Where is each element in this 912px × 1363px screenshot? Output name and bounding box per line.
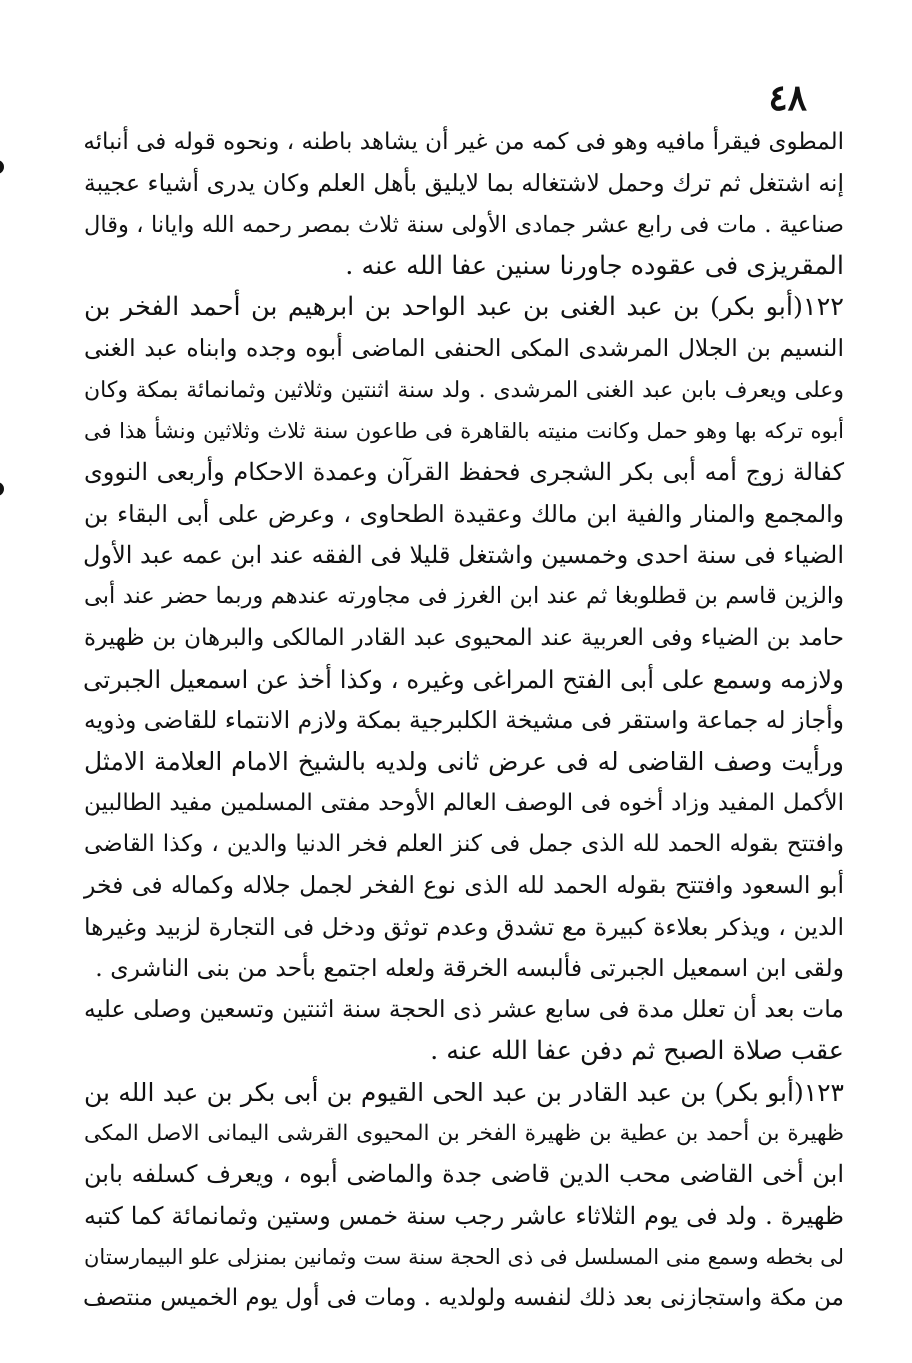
page-number: ٤٨ [768, 77, 807, 119]
text-line: ولقى ابن اسمعيل الجبرتى فألبسه الخرقة ولعله اجتمع بأحد من بنى الناشرى . [95, 953, 844, 982]
text-line: ابن أخى القاضى محب الدين قاضى جدة والماضى أبوه ، ويعرف كسلفه بابن [84, 1160, 844, 1189]
text-line: ولازمه وسمع على أبى الفتح المراغى وغيره ، وكذا أخذ عن اسمعيل الجبرتى [82, 664, 844, 694]
text-line: عقب صلاة الصبح ثم دفن عفا الله عنه . [430, 1035, 844, 1066]
text-line: وعلى ويعرف بابن عبد الغنى المرشدى . ولد سنة اثنتين وثلاثين وثمانمائة بمكة وكان [84, 377, 844, 403]
text-line: من مكة واستجازنى بعد ذلك لنفسه ولولديه . ومات فى أول يوم الخميس منتصف [83, 1285, 844, 1312]
text-line: الدين ، ويذكر بعلاءة كبيرة مع تشدق وعدم توثق ودخل فى التجارة لزبيد وغيرها [84, 912, 844, 941]
text-line: ظهيرة . ولد فى يوم الثلاثاء عاشر رجب سنة خمس وستين وثمانمائة كما كتبه [84, 1201, 844, 1230]
text-line: أبو السعود وافتتح بقوله الحمد لله الذى نوع الفخر لجمل جلاله وكماله فى فخر [84, 871, 844, 900]
text-line: المقريزى فى عقوده جاورنا سنين عفا الله عنه . [345, 250, 844, 281]
text-line: والمجمع والمنار والفية ابن مالك وعقيدة الطحاوى ، وعرض على أبى البقاء بن [84, 499, 844, 528]
left-margin-mark-lower [0, 482, 4, 496]
text-line: ١٢٣(أبو بكر) بن عبد القادر بن عبد الحى القيوم بن أبى بكر بن عبد الله بن [84, 1077, 844, 1107]
text-line: النسيم بن الجلال المرشدى المكى الحنفى الماضى أبوه وجده وابناه عبد الغنى [84, 334, 844, 363]
body-text [84, 122, 844, 1320]
text-line: وأجاز له جماعة واستقر فى مشيخة الكلبرجية بمكة ولازم الانتماء للقاضى وذويه [84, 706, 844, 735]
text-line: ظهيرة بن أحمد بن عطية بن ظهيرة الفخر بن المحيوى القرشى اليمانى الاصل المكى [84, 1121, 844, 1147]
text-line: حامد بن الضياء وفى العربية عند المحيوى عبد القادر المالكى والبرهان بن ظهيرة [84, 624, 844, 651]
text-line: الضياء فى سنة احدى وخمسين واشتغل قليلا فى الفقه عند ابن عمه عبد الأول [83, 540, 844, 569]
text-line: إنه اشتغل ثم ترك وحمل لاشتغاله بما لايليق بأهل العلم وكان يدرى أشياء عجيبة [84, 169, 844, 198]
text-line: الأكمل المفيد وزاد أخوه فى الوصف العالم الأوحد مفتى المسلمين مفيد الطالبين [84, 789, 844, 816]
text-line: ورأيت وصف القاضى له فى عرض ثانى ولديه بالشيخ الامام العلامة الامثل [84, 747, 844, 777]
text-line: المطوى فيقرأ مافيه وهو فى كمه من غير أن يشاهد باطنه ، ونحوه قوله فى أنبائه [83, 129, 844, 155]
text-line: أبوه تركه بها وهو حمل وكانت منيته بالقاهرة فى طاعون سنة ثلاث وثلاثين ونشأ هذا فى [84, 419, 844, 444]
text-line: لى بخطه وسمع منى المسلسل فى ذى الحجة سنة ست وثمانين بمنزلى علو البيمارستان [84, 1245, 844, 1270]
text-line: مات بعد أن تعلل مدة فى سابع عشر ذى الحجة سنة اثنتين وتسعين وصلى عليه [84, 995, 844, 1024]
text-line: ١٢٢(أبو بكر) بن عبد الغنى بن عبد الواحد بن ابرهيم بن أحمد الفخر بن [84, 292, 844, 323]
left-margin-mark-upper [0, 160, 4, 174]
text-line: كفالة زوج أمه أبى بكر الشجرى فحفظ القرآن وعمدة الاحكام وأربعى النووى [84, 458, 844, 487]
text-line: والزين قاسم بن قطلوبغا ثم عند ابن الغرز فى مجاورته عندهم وربما حضر عند أبى [84, 583, 844, 610]
text-line: صناعية . مات فى رابع عشر جمادى الأولى سنة ثلاث بمصر رحمه الله وايانا ، وقال [84, 211, 844, 238]
text-line: وافتتح بقوله الحمد لله الذى جمل فى كنز العلم فخر الدنيا والدين ، وكذا القاضى [84, 831, 844, 858]
